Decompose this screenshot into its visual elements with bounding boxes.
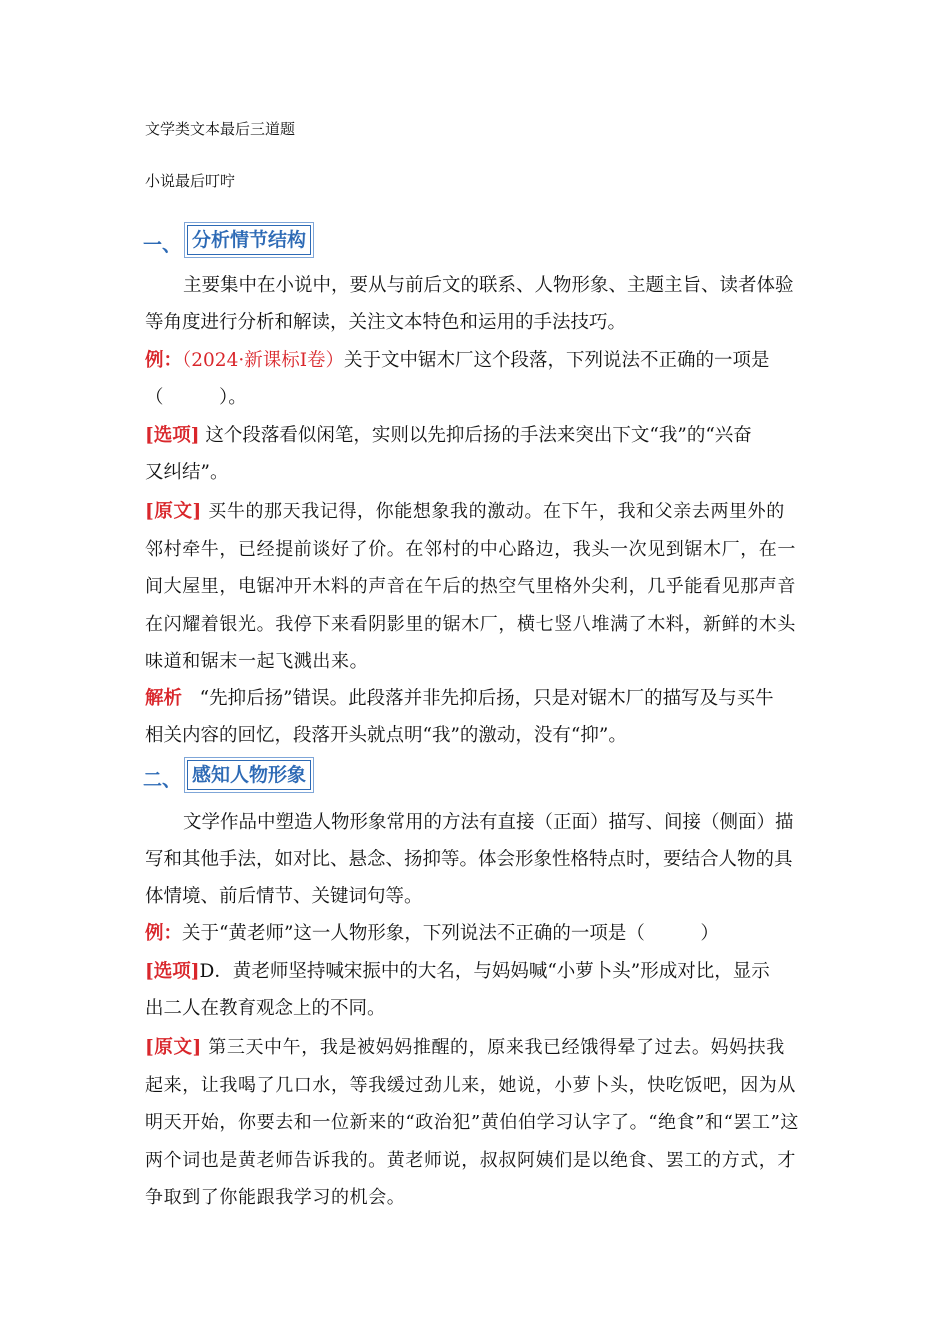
section-2-original (145, 1033, 785, 1059)
document-title: 文学类文本最后三道题 (145, 120, 296, 138)
example-source: （2024·新课标Ⅰ卷） (182, 350, 345, 371)
original-text-line: 争取到了你能跟我学习的机会。 (145, 1187, 406, 1208)
section-2-example (145, 919, 719, 945)
original-text-line: 间大屋里，电锯冲开木料的声音在午后的热空气里格外尖利，几乎能看见那声音 (145, 576, 796, 597)
original-text: 第三天中午，我是被妈妈推醒的，原来我已经饿得晕了过去。妈妈扶我 (208, 1037, 785, 1058)
analysis-text-cont: 相关内容的回忆，段落开头就点明“我”的激动，没有“抑”。 (145, 725, 627, 746)
original-text-line: 两个词也是黄老师告诉我的。黄老师说，叔叔阿姨们是以绝食、罢工的方式，才 (145, 1150, 796, 1171)
option-text-cont: 又纠结”。 (145, 462, 229, 483)
original-text-line: 明天开始，你要去和一位新来的“政治犯”黄伯伯学习认字了。“绝食”和“罢工”这 (145, 1112, 800, 1133)
option-label: [选项] (145, 425, 200, 446)
option-text: 这个段落看似闲笔，实则以先抑后扬的手法来突出下文“我”的“兴奋 (205, 425, 752, 446)
example-question: 关于“黄老师”这一人物形象，下列说法不正确的一项是（ ） (182, 923, 719, 944)
section-1-intro-line: 主要集中在小说中，要从与前后文的联系、人物形象、主题主旨、读者体验 (183, 275, 794, 296)
original-label: [原文] (145, 1037, 202, 1058)
section-2-intro-line: 文学作品中塑造人物形象常用的方法有直接（正面）描写、间接（侧面）描 (183, 812, 794, 833)
section-1-number: 一、 (143, 234, 182, 256)
section-1-intro-line: 等角度进行分析和解读，关注文本特色和运用的手法技巧。 (145, 312, 627, 333)
example-question: 关于文中锯木厂这个段落，下列说法不正确的一项是 (344, 350, 770, 371)
original-text: 买牛的那天我记得，你能想象我的激动。在下午，我和父亲去两里外的 (208, 501, 785, 522)
section-1-analysis (145, 684, 774, 710)
analysis-label: 解析 (145, 688, 183, 709)
section-2-number: 二、 (143, 769, 182, 791)
section-2-intro-line: 体情境、前后情节、关键词句等。 (145, 886, 423, 907)
original-label: [原文] (145, 501, 202, 522)
section-2-intro-line: 写和其他手法，如对比、悬念、扬抑等。体会形象性格特点时，要结合人物的具 (145, 849, 793, 870)
section-2-title: 感知人物形象 (187, 760, 311, 790)
example-label: 例： (145, 923, 183, 944)
example-label: 例： (145, 350, 183, 371)
example-question-cont: （ ）。 (145, 387, 247, 408)
original-text-line: 邻村牵牛，已经提前谈好了价。在邻村的中心路边，我头一次见到锯木厂，在一 (145, 539, 796, 560)
section-1-original (145, 497, 785, 523)
original-text-line: 味道和锯末一起飞溅出来。 (145, 651, 369, 672)
option-text-cont: 出二人在教育观念上的不同。 (145, 998, 386, 1019)
option-text: D．黄老师坚持喊宋振中的大名，与妈妈喊“小萝卜头”形成对比，显示 (199, 961, 770, 982)
section-1-example (145, 346, 770, 372)
original-text-line: 起来，让我喝了几口水，等我缓过劲儿来，她说，小萝卜头，快吃饭吧，因为从 (145, 1075, 796, 1096)
section-2-option (145, 957, 770, 983)
document-subtitle: 小说最后叮咛 (145, 172, 236, 190)
option-label: [选项] (145, 961, 200, 982)
section-1-title: 分析情节结构 (187, 225, 311, 255)
original-text-line: 在闪耀着银光。我停下来看阴影里的锯木厂，横七竖八堆满了木料，新鲜的木头 (145, 614, 796, 635)
analysis-text: “先抑后扬”错误。此段落并非先抑后扬，只是对锯木厂的描写及与买牛 (199, 688, 774, 709)
section-1-option (145, 421, 752, 447)
